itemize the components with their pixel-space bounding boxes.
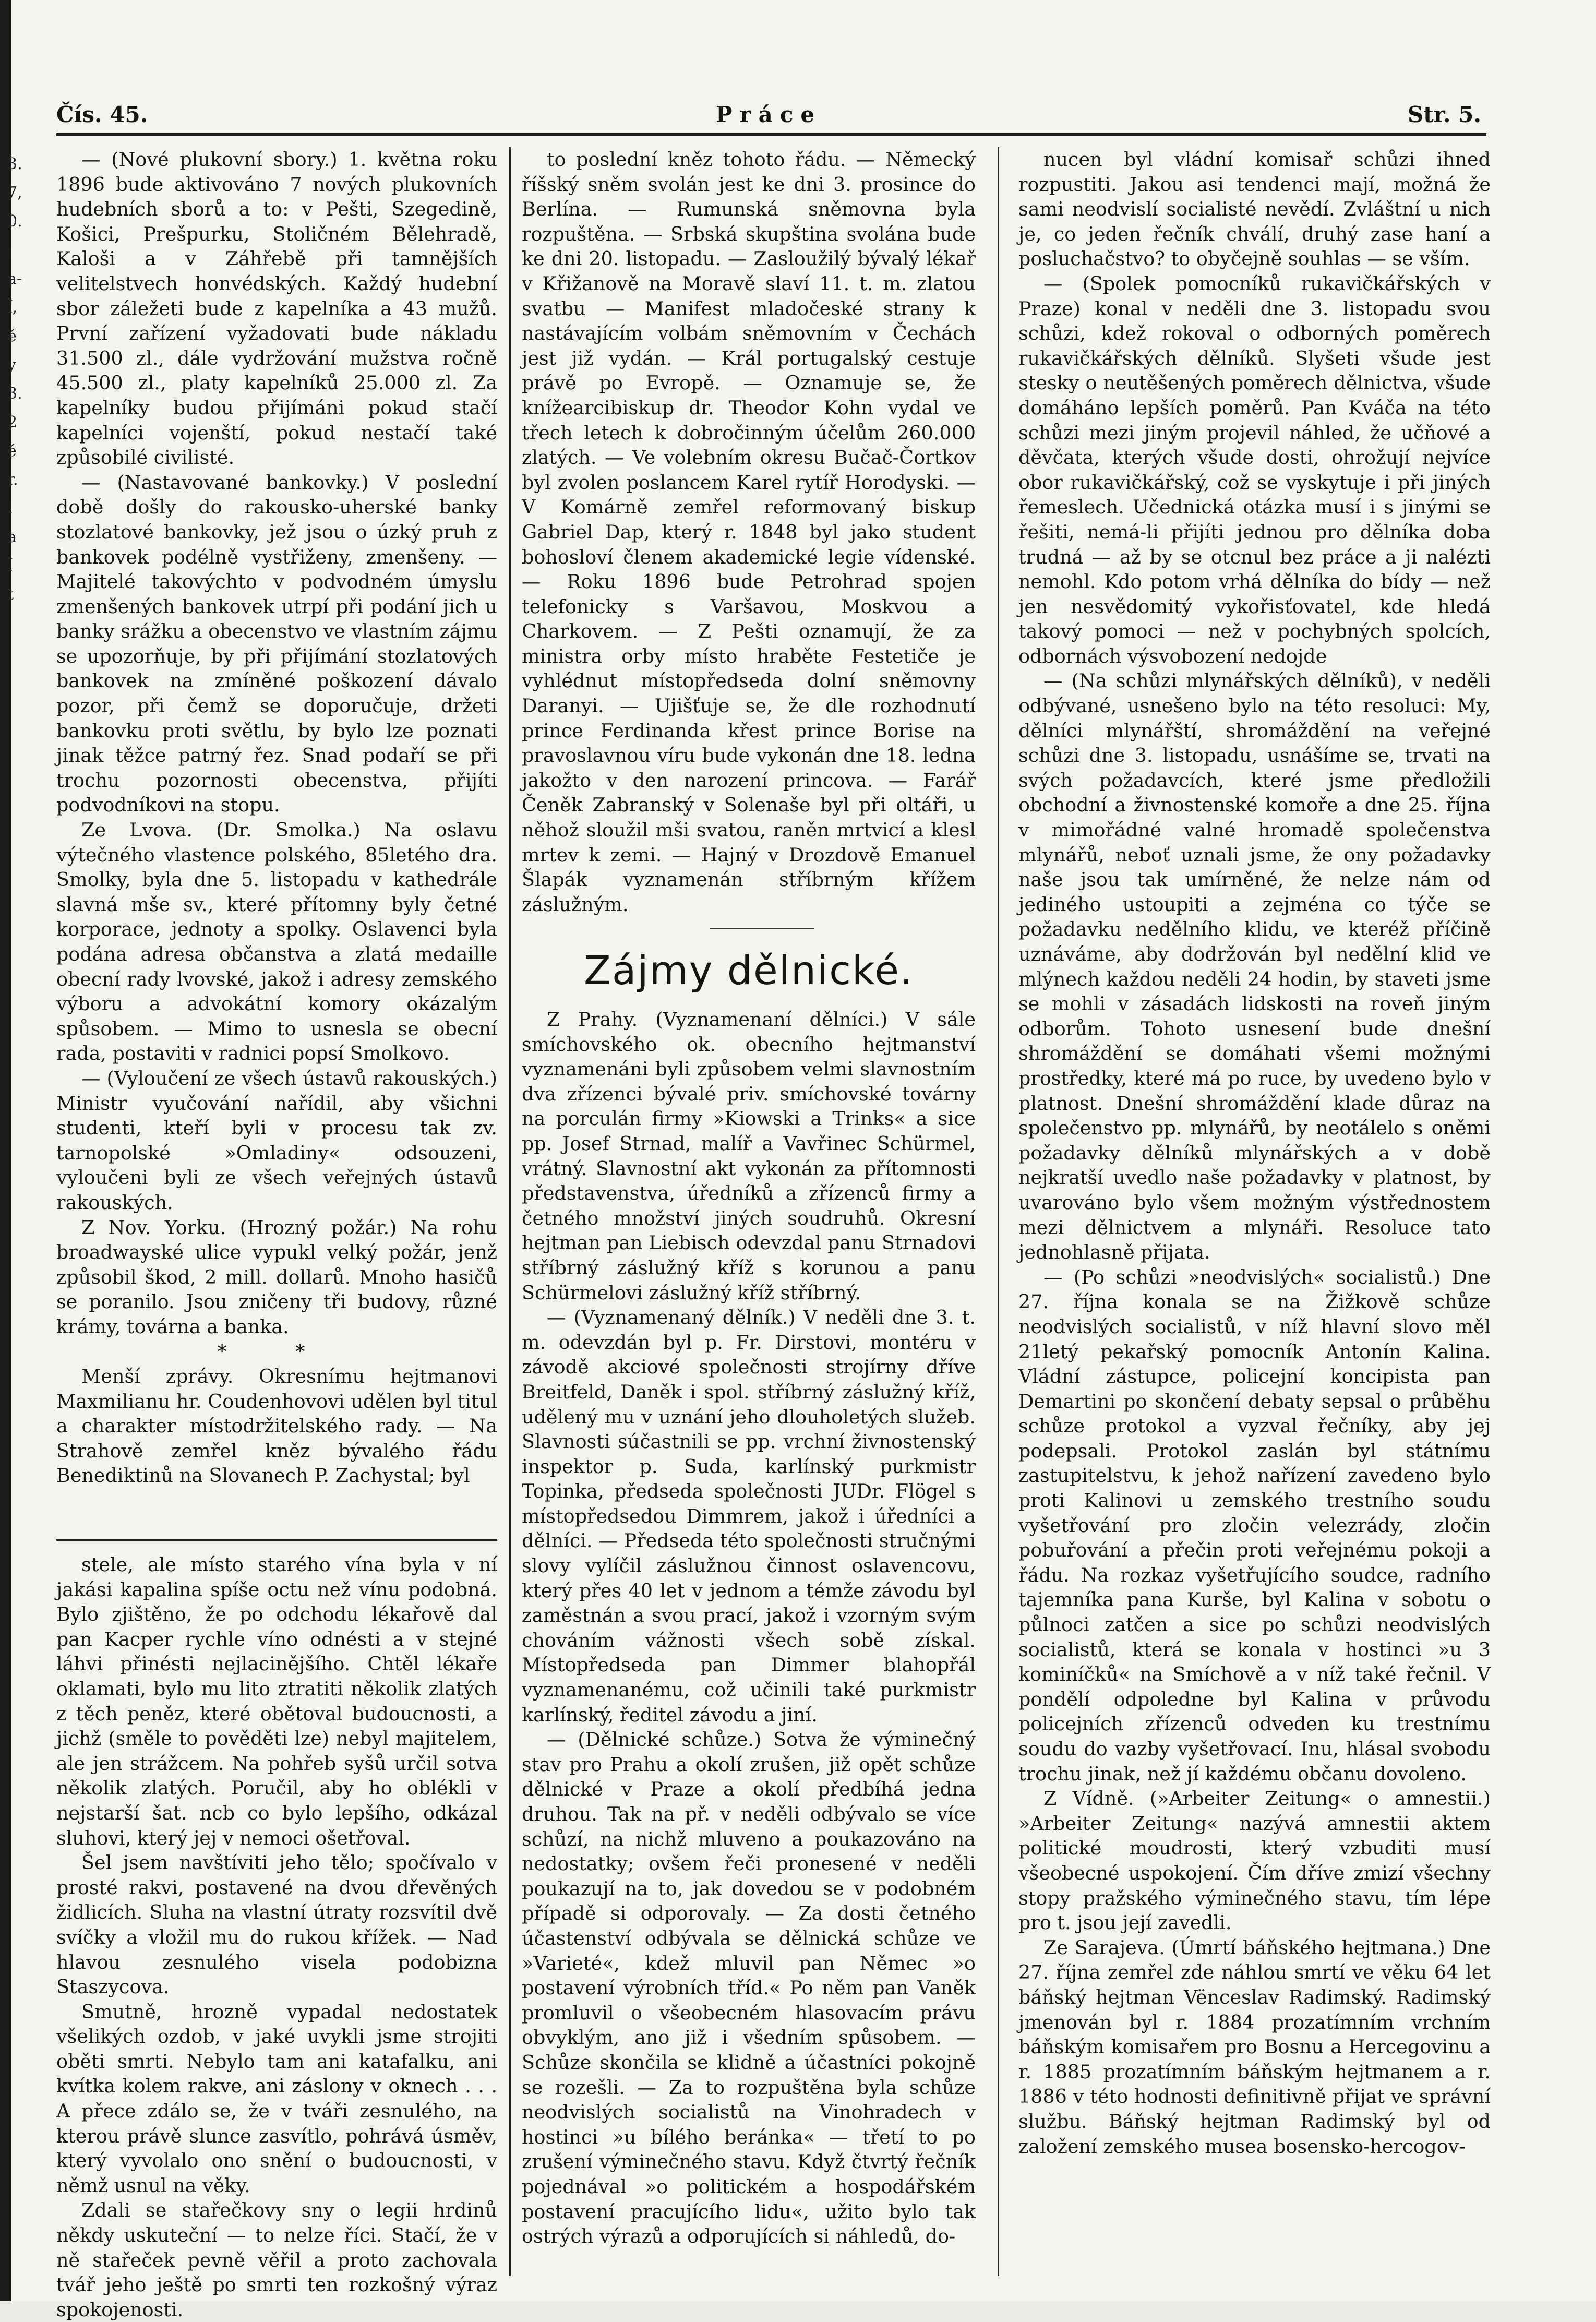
article-paragraph: stele, ale místo starého vína byla v ní jakási kapalina spíše octu než vínu podobná. Bylo zjištěno, že po odchodu lékařově dal pan Kacper rychle víno odnésti a v stejné láhvi přinésti nejlacinějšího. Chtěl lékaře oklamati, bylo mu lito ztratiti několik zlatých z těch peněz, které obětoval budoucnosti, a jichž (směle to pověděti lze) nebyl majitelem, ale jen strážcem. Na pohřeb syšů určil sotva několik zlatých. Poručil, aby ho oblékli v nejstarší šat. ncb co bylo lepšího, odkázal sluhovi, který jej v nemoci ošetřoval. xyxy=(56,1553,497,1849)
article-paragraph: — (Po schůzi »neodvislých« socialistů.) Dne 27. října konala se na Žižkově schůze neodvislých socialistů, v níž hlavní slovo měl 21letý pekařský pomocník Antonín Kalina. Vládní zástupce, policejní koncipista pan Demartini po skončení debaty sepsal o průběhu schůze protokol a vyzval řečníky, aby jej podepsali. Protokol zaslán byl státnímu zastupitelstvu, k jehož nařízení zavedeno bylo proti Kalinovi u zemského trestního soudu vyšetřování pro zločin velezrády, zločin pobuřování a přečin proti veřejnému pokoji a řádu. Na rozkaz vyšetřujícího soudce, radního tajemníka pana Kurše, byl Kalina v sobotu o půlnoci zatčen a sice po schůzi neodvislých socialistů, která se konala v hostinci »u 3 kominíčků« na Smíchově a v níž také řečnil. V pondělí odpoledne byl Kalina v průvodu policejních zřízenců odveden ku trestnímu soudu do vazby vyšetřovací. Inu, hlásal svobodu trochu jinak, než jí každému občanu dovoleno. xyxy=(1018,1265,1491,1785)
article-paragraph: Ze Sarajeva. (Úmrtí báňského hejtmana.) Dne 27. října zemřel zde náhlou smrtí ve věku 64 let báňský hejtman Vënceslav Radimský. Radimský jmenován byl r. 1884 prozatímním vrchním báňským komisařem pro Bosnu a Hercegovinu a r. 1885 prozatímním báňským hejtmanem a r. 1886 v této hodnosti definitivně přijat ve správní službu. Báňský hejtman Radimský byl od založení zemského musea bosensko-hercogov- xyxy=(1018,1936,1491,2158)
column-1-news xyxy=(56,147,497,1488)
article-paragraph: Zdali se stařečkovy sny o legii hrdinů někdy uskuteční — to nelze říci. Stačí, že v ně stařeček pevně věřil a proto zachovala tvář jeho ještě po smrti ten rozkošný výraz spokojenosti. xyxy=(56,2199,497,2321)
column-2-news xyxy=(522,147,976,917)
margin-fragment: í xyxy=(7,557,13,575)
margin-fragment: í, xyxy=(7,298,18,317)
margin-fragment: é xyxy=(7,327,17,345)
margin-fragment: l xyxy=(7,499,13,518)
page-number: Str. 5. xyxy=(1407,102,1481,127)
margin-fragment: 7, xyxy=(7,184,22,202)
section-title: Zájmy dělnické. xyxy=(583,947,914,994)
article-paragraph: Smutně, hrozně vypadal nedostatek všelikých ozdob, v jaké uvykli jsme strojiti oběti smrti. Nebylo tam ani katafalku, ani kvítka kolem rakve, ani záslony v oknech . . . A přece zdálo se, že v tváři zesnulého, na kterou právě slunce zasvítlo, pohrává úsměv, který vyvolalo ono snění o budoucnosti, v němž usnul na věky. xyxy=(56,2000,497,2197)
column-divider-2 xyxy=(998,147,999,2276)
article-paragraph: — (Vyloučení ze všech ústavů rakouských.) Ministr vyučování nařídil, aby všichni studenti, kteří byli v procesu tak zv. tarnopolské »Omladiny« odsouzeni, vyloučeni byli ze všech veřejných ústavů rakouských. xyxy=(56,1067,497,1214)
column-2-labor-news xyxy=(522,1007,976,2249)
column-1-feuilleton xyxy=(56,1552,497,2322)
issue-number: Čís. 45. xyxy=(56,102,148,127)
article-paragraph: — (Vyznamenaný dělník.) V neděli dne 3. t. m. odevzdán byl p. Fr. Dirstovi, montéru v závodě akciové společnosti strojírny dříve Breitfeld, Daněk i spol. stříbrný záslužný kříž, udělený mu v uznání jeho dlouholetých služeb. Slavnosti súčastnili se pp. vrchní živnostenský inspektor p. Suda, karlínský purkmistr Topinka, předseda společnosti JUDr. Flögel s místopředsedou Dimmrem, jakož i úředníci a dělníci. — Předseda této společnosti stručnými slovy vylíčil záslužnou činnost oslavencovu, který přes 40 let v jednom a témže závodu byl zaměstnán a svou prací, jakož i vzorným svým chováním vážnosti všech sobě získal. Místopředseda pan Dimmer blahopřál vyznamenanému, což učinili také purkmistr karlínský, ředitel závodu a jiní. xyxy=(522,1306,976,1726)
article-paragraph: Menší zprávy. Okresnímu hejtmanovi Maxmilianu hr. Coudenhovovi udělen byl titul a charakter místodržitelského rady. — Na Strahově zemřel kněz bývalého řádu Benediktinů na Slovanech P. Zachystal; byl xyxy=(56,1365,497,1487)
margin-fragment: r. xyxy=(7,471,18,489)
article-paragraph: — (Dělnické schůze.) Sotva že výminečný stav pro Prahu a okolí zrušen, již opět schůze dělnické v Praze a okolí předbíhá jedna druhou. Tak na př. v neděli odbývalo se více schůzí, na nichž mluveno a poukazováno na nedostatky; ovšem řeči pronesené v neděli poukazují na to, jak dovedou se v podobném případě si odporovaly. — Za dosti četného účastenství odbývala se dělnická schůze ve »Varieté«, kdež mluvil pan Němec »o postavení výrobních tříd.« Po něm pan Vaněk promluvil o všeobecném hlasovacím právu obvyklým, ano již i všedním spůsobem. — Schůze skončila se klidně a účastníci pokojně se rozešli. — Za to rozpuštěna byla schůze neodvislých socialistů na Vinohradech v hostinci »u bílého beránka« — třetí to po zrušení výminečného stavu. Když čtvrtý řečník pojednával »o politickém a hospodářském postavení pracujícího lidu«, užito bylo tak ostrých výrazů a odporujících si náhledů, do- xyxy=(522,1728,976,2248)
section-short-rule xyxy=(710,928,814,929)
article-paragraph: Šel jsem navštíviti jeho tělo; spočívalo v prosté rakvi, postavené na dvou dřevěných židlicích. Sluha na vlastní útraty rozsvítil dvě svíčky a vložil mu do rukou křížek. — Nad hlavou zesnulého visela podobizna Staszycova. xyxy=(56,1851,497,1998)
article-paragraph: Ze Lvova. (Dr. Smolka.) Na oslavu výtečného vlastence polského, 85letého dra. Smolky, byla dne 5. listopadu v kathedrále slavná mše sv., které přítomny byly četné korporace, jednoty a spolky. Oslavenci byla podána adresa občanstva a zlatá medaille obecní rady lvovské, jakož i adresy zemského výboru a advokátní komory okázalým spůsobem. — Mimo to usnesla se obecní rada, postaviti v radnici popsí Smolkovo. xyxy=(56,819,497,1065)
article-paragraph: Z Vídně. (»Arbeiter Zeitung« o amnestii.) »Arbeiter Zeitung« nazývá amnestii aktem politické moudrosti, který vzbuditi musí všeobecné uspokojení. Čím dříve zmizí všechny stopy pražského výminečného stavu, tím lépe pro t. jsou její zavedli. xyxy=(1018,1787,1491,1934)
article-paragraph: Z Nov. Yorku. (Hrozný požár.) Na rohu broadwayské ulice vypukl velký požár, jenž způsobil škod, 2 mill. dollarů. Mnoho hasičů se poranilo. Jsou zničeny tři budovy, různé krámy, továrna a banka. xyxy=(56,1216,497,1338)
header-rule xyxy=(56,133,1486,136)
page-header xyxy=(56,102,1481,133)
margin-fragment: é xyxy=(7,442,17,460)
margin-fragment: t xyxy=(7,585,14,604)
column-divider-1 xyxy=(509,147,511,2276)
article-paragraph: — (Nové plukovní sbory.) 1. května roku 1896 bude aktivováno 7 nových plukovních hudebních sborů a to: v Pešti, Szegedině, Košici, Prešpurku, Stoličném Bělehradě, Kaloši a v Záhřebě při tamnějších velitelstvech honvédských. Každý hudební sbor záležeti bude z kapelníka a 43 mužů. První zařízení vyžadovati bude nákladu 31.500 zl., dále vydržování mužstva ročně 45.500 zl., platy kapelníků 25.000 zl. Za kapelníky budou přijímáni pokud stačí kapelníci vojenští, pokud nestačí také způsobilé civilisté. xyxy=(56,148,497,469)
margin-fragment: : xyxy=(7,241,13,259)
article-paragraph: — (Nastavované bankovky.) V poslední době došly do rakousko-uherské banky stozlatové bankovky, jež jsou o úzký pruh z bankovek podélně vystřiženy, zmenšeny. — Majitelé takovýchto v podvodném úmyslu zmenšených bankovek utrpí při podání jich u banky srážku a obecenstvo ve vlastním zájmu se upozorňuje, by při přijímání stozlatových bankovek na zmíněné poškození dávalo pozor, při čemž se doporučuje, držeti bankovku proti světlu, by bylo lze poznati jinak těžce patrný řez. Snad podaří se při trochu pozornosti obecenstva, přijíti podvodníkovi na stopu. xyxy=(56,471,497,817)
newspaper-title: Práce xyxy=(715,102,822,127)
article-paragraph: nucen byl vládní komisař schůzi ihned rozpustiti. Jakou asi tendenci mají, možná že sami neodvislí socialisté nevědí. Zvláštní u nich je, co jeden řečník chválí, druhý zase haní a posluchačstvo? to obyčejně souhlas — se vším. xyxy=(1018,148,1491,270)
margin-fragment: 3. xyxy=(7,385,22,403)
margin-fragment: 2 xyxy=(7,413,18,432)
margin-fragment: 0. xyxy=(7,212,22,231)
article-paragraph: — (Spolek pomocníků rukavičkářských v Praze) konal v neděli dne 3. listopadu svou schůzi, kdež rokoval o odborných poměrech rukavičkářských dělníků. Slyšeti všude jest stesky o neutěšených poměrech dělnictva, všude domáháno lepších poměrů. Pan Kváča na této schůzi mezi jiným projevil náhled, že učňové a děvčata, kterých všude dosti, ohrožují nejvíce obor rukavičkářský, což se vyskytuje i při jiných řemeslech. Učednická otázka musí i s jinými se řešiti, nemá-li přijíti jednou pro dělníka doba trudná — až by se otcnul bez práce a ji nalézti nemohl. Kdo potom vrhá dělníka do bídy — než jen nesvědomitý vykořisťovatel, kde hledá takový pomoci — než v pochybných spolcích, odbornách výsvobození nedojde xyxy=(1018,272,1491,667)
margin-fragment: a xyxy=(7,528,17,546)
article-paragraph: Z Prahy. (Vyznamenaní dělníci.) V sále smíchovského ok. obecního hejtmanství vyznamenáni byli způsobem velmi slavnostním dva zřízenci bývalé priv. smíchovské továrny na porculán firmy »Kiowski a Trinks« a sice pp. Josef Strnad, malíř a Vavřinec Schürmel, vrátný. Slavnostní akt vykonán za přítomnosti představenstva, úředníků a zřízenců firmy a četného množství jiných soudruhů. Okresní hejtman pan Liebisch odevzdal panu Strnadovi stříbrný záslužný kříž s korunou a panu Schürmelovi záslužný kříž stříbrný. xyxy=(522,1008,976,1304)
margin-fragment: y xyxy=(7,356,16,374)
margin-fragment: 3. xyxy=(7,155,22,173)
column-3-labor-news xyxy=(1018,147,1491,2159)
margin-fragment: a- xyxy=(7,270,22,288)
article-paragraph: to poslední kněz tohoto řádu. — Německý říšský sněm svolán jest ke dni 3. prosince do Berlína. — Rumunská sněmovna byla rozpuštěna. — Srbská skupština svolána bude ke dni 20. listopadu. — Zasloužilý bývalý lékař v Křižanově na Moravě slaví 11. t. m. zlatou svatbu — Manifest mladočeské strany k nastávajícím volbám sněmovním v Čechách jest již vydán. — Král portugalský cestuje právě po Evropě. — Oznamuje se, že knížearcibiskup dr. Theodor Kohn vydal ve třech letech k dobročinným účelům 260.000 zlatých. — Ve volebním okresu Bučač-Čortkov byl zvolen poslancem Karel rytíř Horodyski. — V Komárně zemřel reformovaný biskup Gabriel Dap, který r. 1848 byl jako student bohosloví členem akademické legie vídenské. — Roku 1896 bude Petrohrad spojen telefonicky s Varšavou, Moskvou a Charkovem. — Z Pešti oznamují, že za ministra orby místo hraběte Festetiče je vyhlédnut místopředseda dolní sněmovny Daranyi. — Ujišťuje se, že dle rozhodnutí prince Ferdinanda křest prince Borise na pravoslavnou víru bude vykonán dne 18. ledna jakožto v den narození princova. — Farář Čeněk Zabranský v Solenaše byl při oltáři, u něhož sloužil mši svatou, raněn mrtvicí a klesl mrtev k zemi. — Hajný v Drozdově Emanuel Šlapák vyznamenán stříbrným křížem záslužným. xyxy=(522,148,976,916)
article-paragraph: * * xyxy=(217,1340,337,1363)
feuilleton-divider xyxy=(56,1539,497,1541)
article-paragraph: — (Na schůzi mlynářských dělníků), v neděli odbývané, usnešeno bylo na této resoluci: My, dělníci mlynářští, shromáždění na veřejné schůzi dne 3. listopadu, usnášíme se, trvati na svých požadavcích, které jsme předložili obchodní a živnostenské komoře a dne 25. října v mimořádné valné hromadě společenstva mlynářů, neboť uznali jsme, že ony požadavky naše jsou tak umírněné, že nelze nám od jediného ustoupiti a zejména co týče se požadavku nedělního klidu, ve kteréž příčině uznáváme, aby dodržován byl nedělní klid ve mlýnech každou neděli 24 hodin, by staveti jsme se mohli v zásadách lidskosti na roveň jiným odborům. Tohoto usnesení bude dnešní shromáždění se domáhati všemi možnými prostředky, které má po ruce, by uvedeno bylo v platnost. Dnešní shromáždění klade důraz na společenstvo pp. mlynářů, by neotálelo s oněmi požadavky dělníků mlynářských a v době nejkratší uvedlo naše požadavky v platnost, by uvarováno bylo všem možným výstřednostem mezi dělnictvem a mlynáři. Resoluce tato jednohlasně přijata. xyxy=(1018,669,1491,1264)
